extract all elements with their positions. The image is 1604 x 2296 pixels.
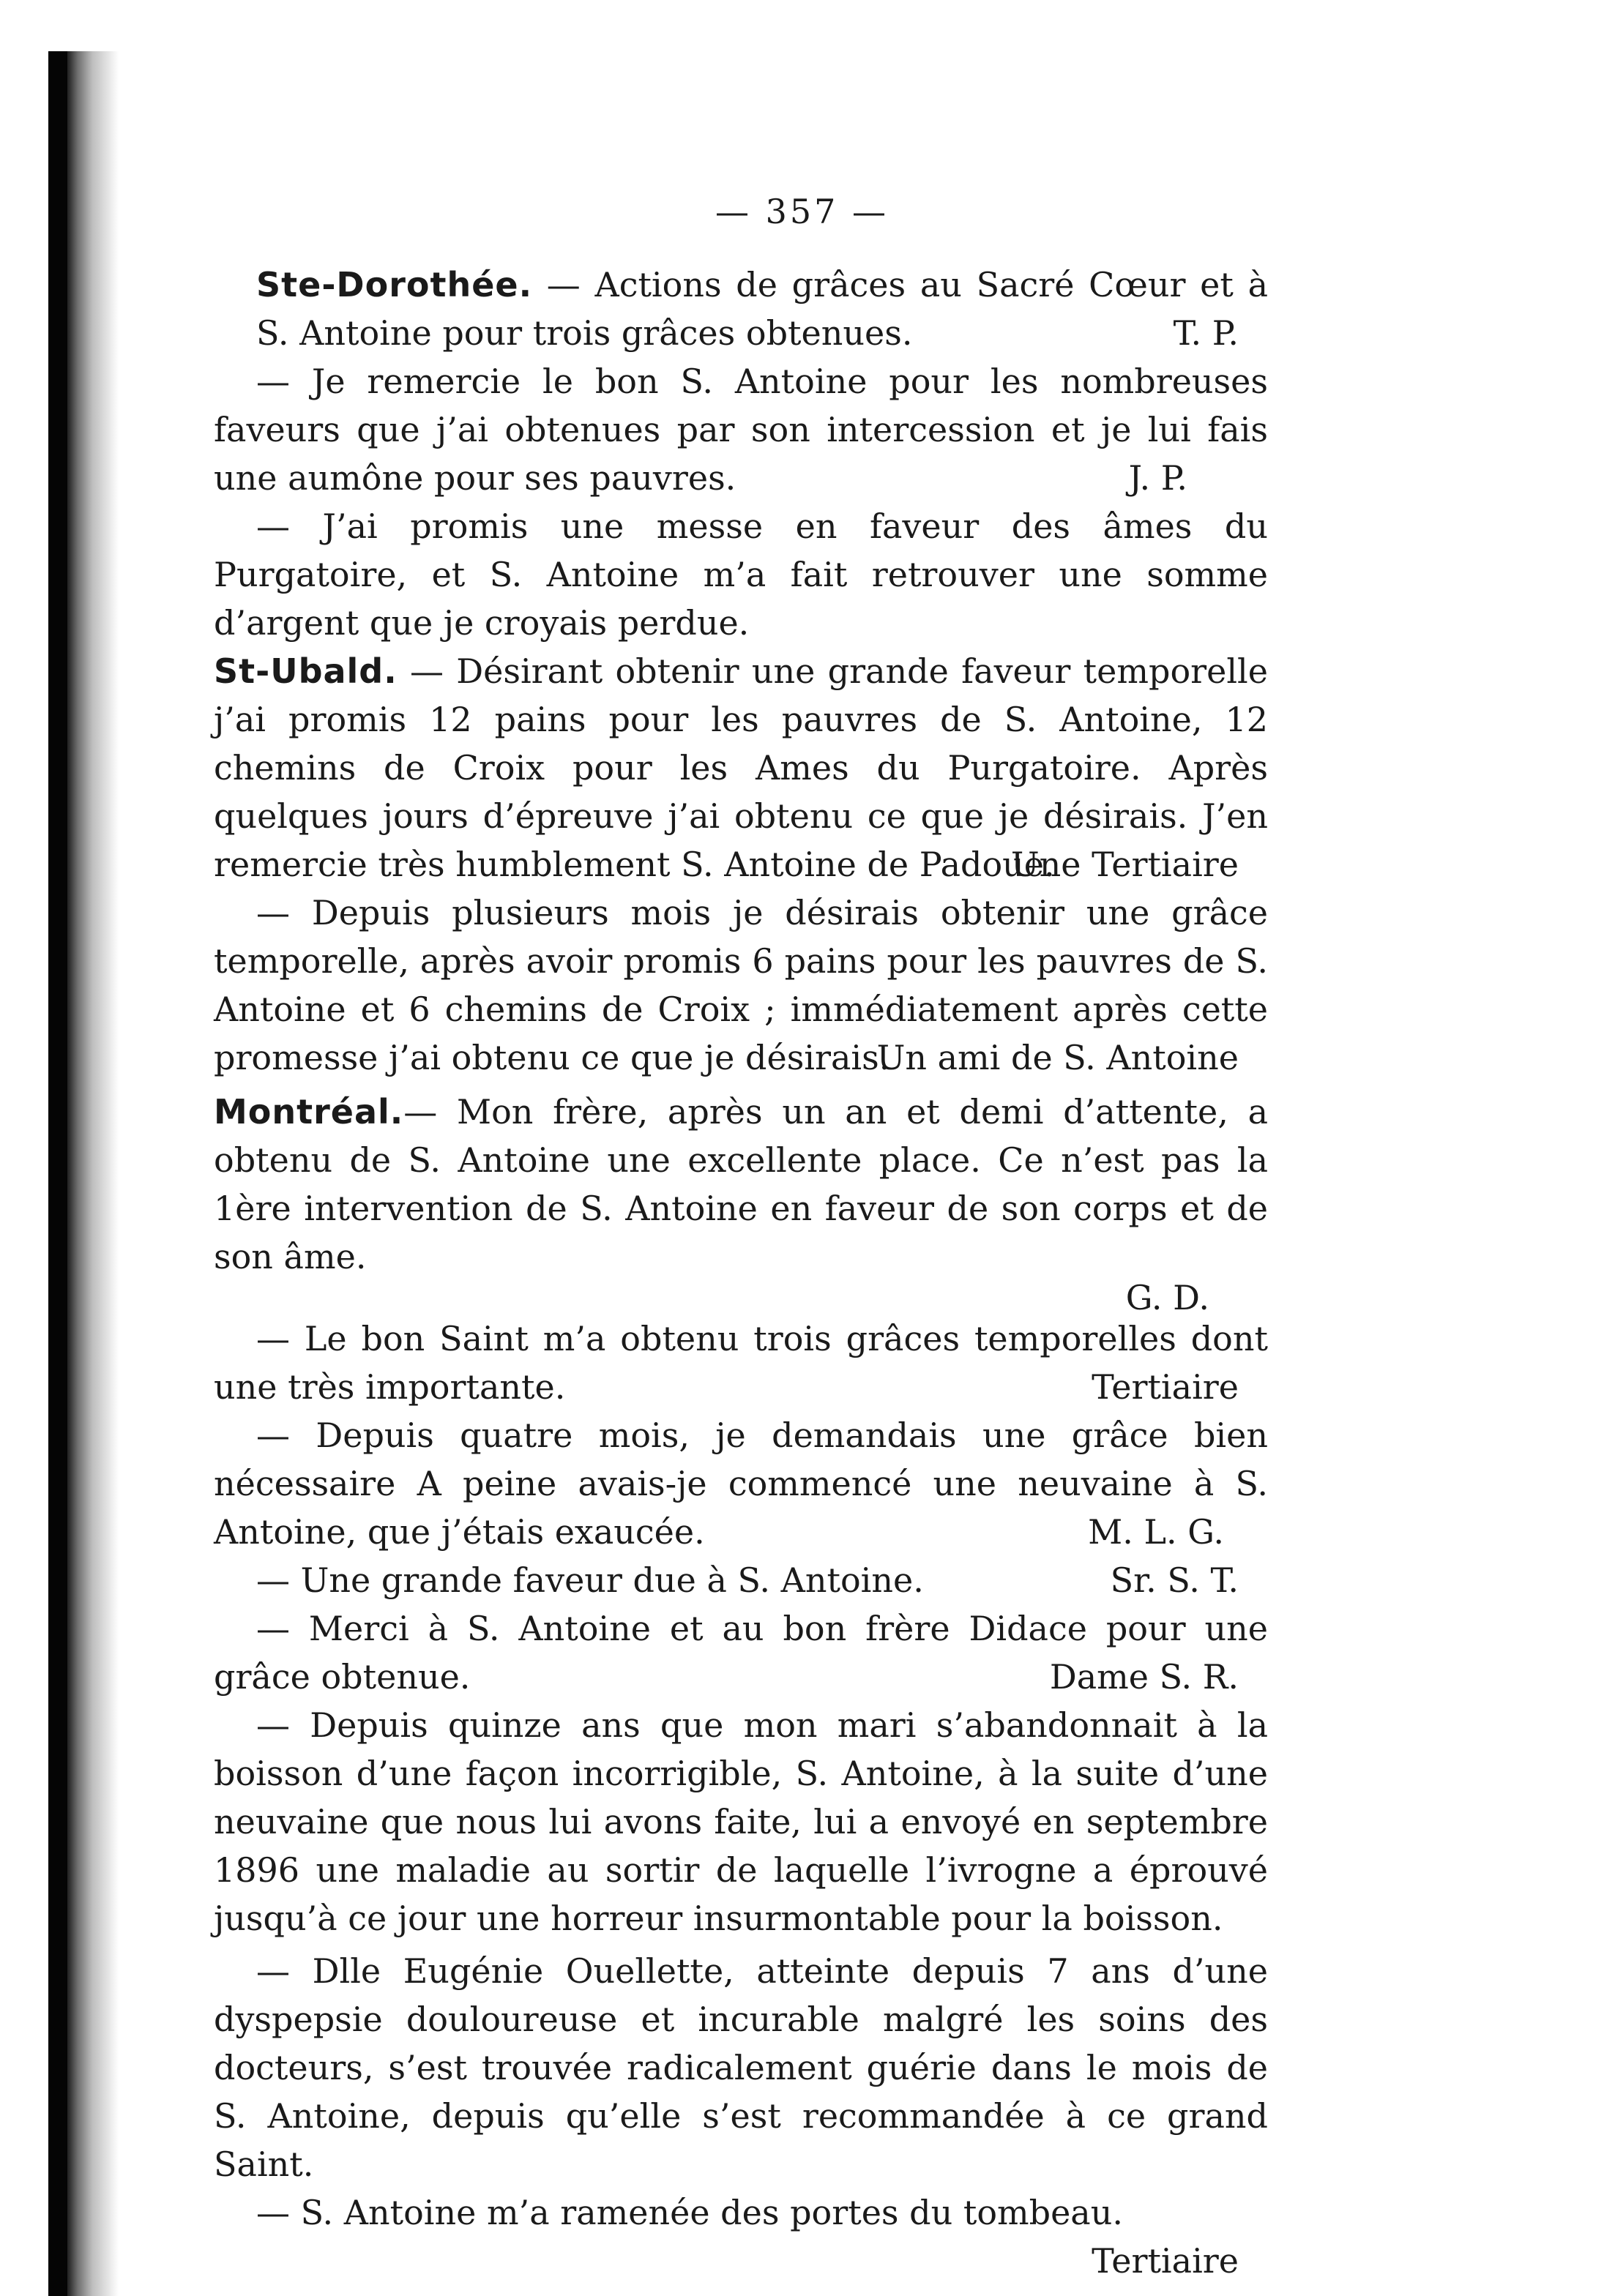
entry-montreal [214,1088,1268,1315]
entry-st-ubald [214,647,1268,889]
thanksgiving-list [214,261,1268,2285]
signature: Une Tertiaire [1010,845,1239,884]
entry-thanks [214,889,1268,1082]
signature: Un ami de S. Antoine [876,1038,1239,1077]
signature: J. P. [1128,458,1187,498]
page-number: — 357 — [715,192,889,231]
entry-ste-dorothee [214,261,1268,357]
entry-text: — J’ai promis une messe en faveur des âmes du Purgatoire, et S. Antoine m’a fait retrouver une somme d’argent que je croyais perdue. [214,506,1268,643]
entry-text: — Dlle Eugénie Ouellette, atteinte depuis 7 ans d’une dyspepsie douloureuse et incurable malgré les soins des docteurs, s’est trouvée radicalement guérie dans le mois de S. Antoine, depuis qu’elle s’est recommandée à ce grand Saint. [214,1951,1268,2184]
signature: Sr. S. T. [1110,1560,1239,1600]
entry-text: — Depuis quinze ans que mon mari s’abandonnait à la boisson d’une façon incorrigible, S. Antoine, à la suite d’une neuvaine que nous lui avons faite, lui a envoyé en septembre 1896 une maladie au sortir de laquelle l’ivrogne a éprouvé jusqu’à ce jour une horreur insurmontable pour la boisson. [214,1705,1268,1938]
entry-text: — Le bon Saint m’a obtenu trois grâces temporelles dont une très importante. [214,1319,1268,1407]
signature: Tertiaire [1092,1367,1239,1407]
place-heading: St-Ubald. [214,651,398,691]
entry-text: — Une grande faveur due à S. Antoine. [256,1560,924,1600]
page-binding-edge [48,51,119,2296]
place-heading: Ste-Dorothée. [256,265,533,304]
signature: T. P. [1173,313,1239,353]
entry-text: — Actions de grâces au Sacré Cœur et à S. Antoine pour trois grâces obtenues. [256,265,1268,353]
entry-text: — Désirant obtenir une grande faveur temporelle j’ai promis 12 pains pour les pauvres de S. Antoine, 12 chemins de Croix pour les Ames du Purgatoire. Après quelques jours d’épreuve j’ai obtenu ce que je désirais. J’en remercie très humblement S. Antoine de Padoue. [214,651,1268,884]
entry-text: — Mon frère, après un an et demi d’attente, a obtenu de S. Antoine une excellente place. Ce n’est pas la 1ère intervention de S. Antoine en faveur de son corps et de son âme. [214,1092,1268,1276]
entry-thanks [214,1701,1268,1942]
entry-text: — S. Antoine m’a ramenée des portes du tombeau. [256,2193,1123,2232]
entry-thanks [214,1604,1268,1701]
entry-thanks [214,1411,1268,1556]
signature: Tertiaire [1092,2241,1239,2281]
signature: Dame S. R. [1049,1657,1239,1697]
entry-text: — Merci à S. Antoine et au bon frère Didace pour une grâce obtenue. [214,1609,1268,1697]
entry-thanks [214,502,1268,647]
entry-thanks [214,357,1268,502]
entry-thanks [214,1556,1268,1604]
entry-text: — Je remercie le bon S. Antoine pour les nombreuses faveurs que j’ai obtenues par son intercession et je lui fais une aumône pour ses pauvres. [214,362,1268,498]
entry-thanks [214,1947,1268,2188]
entry-text: — Depuis plusieurs mois je désirais obtenir une grâce temporelle, après avoir promis 6 pains pour les pauvres de S. Antoine et 6 chemins de Croix ; immédiatement après cette promesse j’ai obtenu ce que je désirais. [214,893,1268,1077]
entry-thanks [214,1315,1268,1411]
signature: G. D. [1125,1278,1209,1317]
place-heading: Montréal. [214,1092,404,1132]
entry-thanks [214,2188,1268,2285]
entry-text: — Depuis quatre mois, je demandais une grâce bien nécessaire A peine avais-je commencé une neuvaine à S. Antoine, que j’étais exaucée. [214,1416,1268,1552]
signature: M. L. G. [1088,1512,1224,1552]
